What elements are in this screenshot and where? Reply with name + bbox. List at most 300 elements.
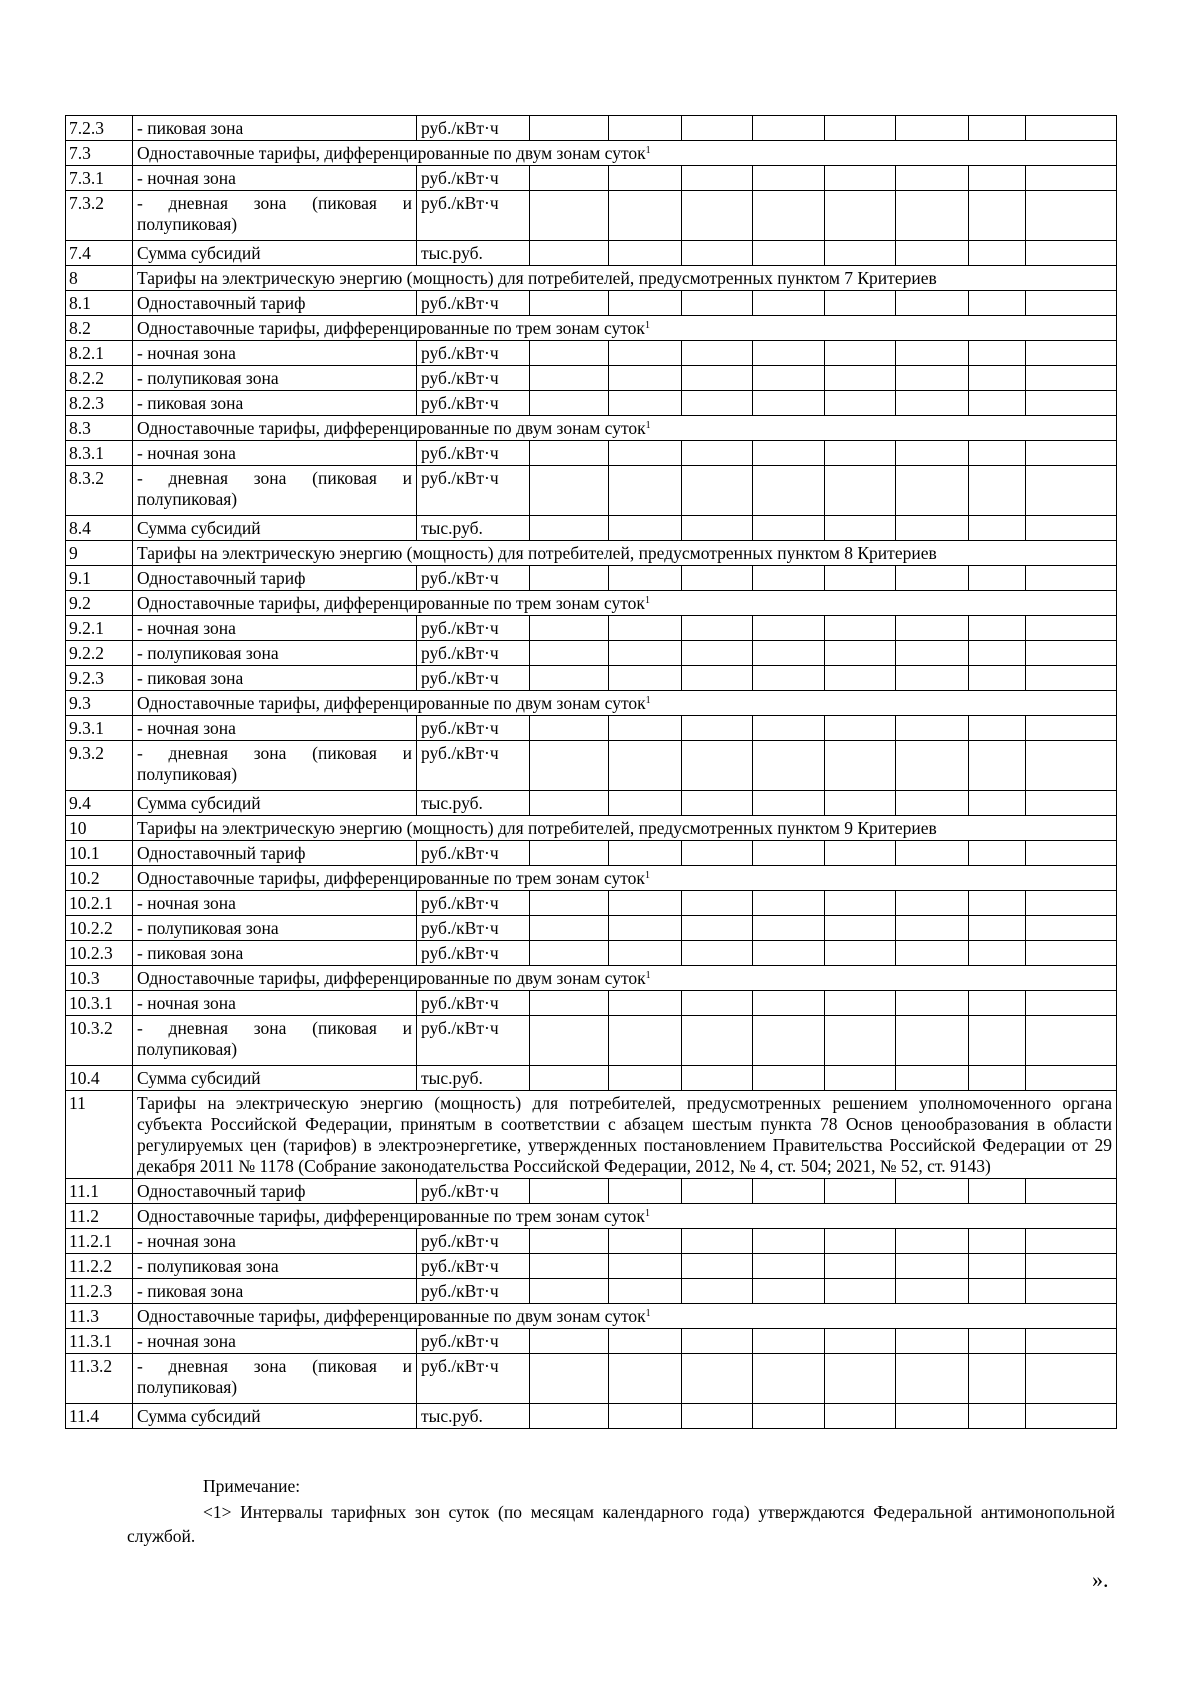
value-cell (753, 916, 825, 941)
row-label-cell: - пиковая зона (133, 116, 417, 141)
value-cell (825, 1354, 896, 1404)
group-title-cell (133, 866, 1117, 891)
value-cell (896, 391, 969, 416)
row-number-cell: 8.3 (66, 416, 133, 441)
value-cell (896, 291, 969, 316)
value-cell (969, 616, 1026, 641)
value-cell (530, 166, 609, 191)
value-cell (1026, 1354, 1117, 1404)
row-number-cell: 11.3 (66, 1304, 133, 1329)
value-cell (825, 166, 896, 191)
value-cell (1026, 341, 1117, 366)
value-cell (530, 466, 609, 516)
row-number-cell: 10.1 (66, 841, 133, 866)
value-cell (1026, 1229, 1117, 1254)
value-cell (682, 1404, 753, 1429)
value-cell (753, 841, 825, 866)
table-row (66, 141, 1117, 166)
value-cell (896, 716, 969, 741)
value-cell (896, 1279, 969, 1304)
table-row (66, 566, 1117, 591)
value-cell (969, 341, 1026, 366)
row-label-cell: - пиковая зона (133, 941, 417, 966)
value-cell (530, 1229, 609, 1254)
value-cell (530, 441, 609, 466)
row-label: Тарифы на электрическую энергию (мощность) для потребителей, предусмотренных пунктом 7 Критериев (137, 268, 937, 288)
value-cell (896, 366, 969, 391)
row-number-cell: 7.4 (66, 241, 133, 266)
value-cell (1026, 391, 1117, 416)
value-cell (609, 191, 682, 241)
unit-cell: тыс.руб. (417, 791, 530, 816)
row-label: Одноставочные тарифы, дифференцированные по двум зонам суток (137, 968, 646, 988)
value-cell (896, 641, 969, 666)
table-row (66, 1066, 1117, 1091)
value-cell (969, 441, 1026, 466)
value-cell (969, 666, 1026, 691)
value-cell (969, 1254, 1026, 1279)
row-label-cell: Сумма субсидий (133, 791, 417, 816)
row-label: Одноставочные тарифы, дифференцированные по двум зонам суток (137, 1306, 646, 1326)
value-cell (896, 1354, 969, 1404)
value-cell (753, 991, 825, 1016)
row-label-cell: - дневная зона (пиковая и полупиковая) (133, 466, 417, 516)
group-title-cell (133, 1304, 1117, 1329)
value-cell (753, 741, 825, 791)
table-row (66, 1179, 1117, 1204)
table-row (66, 666, 1117, 691)
row-label-cell: - пиковая зона (133, 1279, 417, 1304)
unit-cell: руб./кВт·ч (417, 941, 530, 966)
value-cell (753, 1354, 825, 1404)
value-cell (682, 741, 753, 791)
value-cell (530, 291, 609, 316)
note-text: <1> Интервалы тарифных зон суток (по месяцам календарного года) утверждаются Федеральной антимонопольной службой. (127, 1502, 1115, 1546)
row-number-cell: 9.2.3 (66, 666, 133, 691)
row-number-cell: 11.2.1 (66, 1229, 133, 1254)
value-cell (609, 1066, 682, 1091)
value-cell (609, 241, 682, 266)
section-title-cell (133, 541, 1117, 566)
row-number-cell: 10.2 (66, 866, 133, 891)
row-label: Тарифы на электрическую энергию (мощность) для потребителей, предусмотренных решением уполномоченного органа субъекта Российской Федерации, принятым в соответствии с абзацем шестым пункта 78 Основ ценообразования в области регулируемых цен (тарифов) в электроэнергетике, утвержденных постановлением Правительства Российской Федерации от 29 декабря 2011 № 1178 (Собрание законодательства Российской Федерации, 2012, № 4, ст. 504; 2021, № 52, ст. 9143) (137, 1093, 1112, 1176)
value-cell (825, 1016, 896, 1066)
row-number-cell: 10.3.2 (66, 1016, 133, 1066)
value-cell (825, 791, 896, 816)
value-cell (825, 191, 896, 241)
value-cell (753, 166, 825, 191)
value-cell (1026, 466, 1117, 516)
row-label-cell: - ночная зона (133, 441, 417, 466)
unit-cell: руб./кВт·ч (417, 666, 530, 691)
value-cell (682, 391, 753, 416)
unit-cell: руб./кВт·ч (417, 1279, 530, 1304)
value-cell (969, 116, 1026, 141)
value-cell (969, 241, 1026, 266)
row-label: Одноставочные тарифы, дифференцированные по трем зонам суток (137, 593, 645, 613)
unit-cell: руб./кВт·ч (417, 166, 530, 191)
value-cell (609, 941, 682, 966)
value-cell (969, 1066, 1026, 1091)
row-number-cell: 11.2.3 (66, 1279, 133, 1304)
note-block (127, 1474, 1115, 1548)
row-number-cell: 9.2.2 (66, 641, 133, 666)
value-cell (1026, 566, 1117, 591)
footnote-ref: 1 (644, 1208, 650, 1219)
value-cell (682, 1254, 753, 1279)
value-cell (530, 1066, 609, 1091)
value-cell (753, 1404, 825, 1429)
unit-cell: тыс.руб. (417, 516, 530, 541)
value-cell (969, 1404, 1026, 1429)
row-number-cell: 9.2.1 (66, 616, 133, 641)
table-row (66, 1091, 1117, 1179)
table-row (66, 591, 1117, 616)
value-cell (825, 441, 896, 466)
value-cell (1026, 1066, 1117, 1091)
value-cell (609, 841, 682, 866)
value-cell (1026, 166, 1117, 191)
value-cell (530, 516, 609, 541)
row-label-cell: - дневная зона (пиковая и полупиковая) (133, 1016, 417, 1066)
value-cell (896, 616, 969, 641)
value-cell (682, 566, 753, 591)
table-row (66, 1229, 1117, 1254)
value-cell (753, 616, 825, 641)
table-row (66, 916, 1117, 941)
value-cell (609, 1229, 682, 1254)
unit-cell: руб./кВт·ч (417, 841, 530, 866)
value-cell (1026, 1016, 1117, 1066)
value-cell (969, 391, 1026, 416)
value-cell (530, 1016, 609, 1066)
value-cell (682, 166, 753, 191)
value-cell (969, 791, 1026, 816)
value-cell (609, 441, 682, 466)
value-cell (896, 791, 969, 816)
row-label-cell: - дневная зона (пиковая и полупиковая) (133, 741, 417, 791)
row-number-cell: 11 (66, 1091, 133, 1179)
unit-cell: руб./кВт·ч (417, 366, 530, 391)
row-number-cell: 10.3.1 (66, 991, 133, 1016)
row-label-cell: - полупиковая зона (133, 916, 417, 941)
table-row (66, 516, 1117, 541)
value-cell (896, 116, 969, 141)
value-cell (753, 716, 825, 741)
footnote-ref: 1 (645, 1308, 651, 1319)
value-cell (969, 641, 1026, 666)
table-row (66, 116, 1117, 141)
table-row (66, 791, 1117, 816)
table-row (66, 1329, 1117, 1354)
value-cell (825, 666, 896, 691)
value-cell (682, 1279, 753, 1304)
value-cell (969, 841, 1026, 866)
value-cell (1026, 116, 1117, 141)
value-cell (896, 991, 969, 1016)
row-number-cell: 11.3.2 (66, 1354, 133, 1404)
table-row (66, 466, 1117, 516)
table-row (66, 266, 1117, 291)
row-label: Одноставочные тарифы, дифференцированные по трем зонам суток (137, 1206, 645, 1226)
table-row (66, 1279, 1117, 1304)
value-cell (609, 641, 682, 666)
value-cell (896, 441, 969, 466)
row-number-cell: 8.3.2 (66, 466, 133, 516)
value-cell (530, 391, 609, 416)
row-number-cell: 7.3 (66, 141, 133, 166)
table-row (66, 991, 1117, 1016)
value-cell (530, 1404, 609, 1429)
row-number-cell: 8 (66, 266, 133, 291)
footnote-ref: 1 (644, 320, 650, 331)
value-cell (530, 341, 609, 366)
row-label: Одноставочные тарифы, дифференцированные по двум зонам суток (137, 693, 646, 713)
value-cell (530, 616, 609, 641)
row-number-cell: 8.4 (66, 516, 133, 541)
value-cell (609, 116, 682, 141)
value-cell (825, 716, 896, 741)
group-title-cell (133, 316, 1117, 341)
value-cell (609, 466, 682, 516)
table-row (66, 366, 1117, 391)
value-cell (896, 1404, 969, 1429)
row-number-cell: 8.2 (66, 316, 133, 341)
value-cell (1026, 1404, 1117, 1429)
value-cell (609, 1254, 682, 1279)
value-cell (825, 1329, 896, 1354)
table-row (66, 841, 1117, 866)
row-number-cell: 7.3.2 (66, 191, 133, 241)
unit-cell: руб./кВт·ч (417, 641, 530, 666)
value-cell (753, 241, 825, 266)
value-cell (969, 566, 1026, 591)
value-cell (609, 341, 682, 366)
unit-cell: руб./кВт·ч (417, 616, 530, 641)
footnote-ref: 1 (645, 420, 651, 431)
row-number-cell: 9.2 (66, 591, 133, 616)
value-cell (969, 1354, 1026, 1404)
unit-cell: руб./кВт·ч (417, 1354, 530, 1404)
value-cell (530, 1279, 609, 1304)
value-cell (896, 1229, 969, 1254)
footnote-ref: 1 (645, 145, 651, 156)
value-cell (896, 666, 969, 691)
value-cell (753, 1279, 825, 1304)
value-cell (896, 891, 969, 916)
value-cell (753, 116, 825, 141)
value-cell (609, 566, 682, 591)
value-cell (969, 516, 1026, 541)
table-row (66, 616, 1117, 641)
value-cell (753, 191, 825, 241)
value-cell (825, 1254, 896, 1279)
table-row (66, 966, 1117, 991)
value-cell (825, 841, 896, 866)
value-cell (753, 516, 825, 541)
value-cell (896, 741, 969, 791)
value-cell (969, 166, 1026, 191)
table-row (66, 416, 1117, 441)
row-number-cell: 11.4 (66, 1404, 133, 1429)
value-cell (969, 991, 1026, 1016)
value-cell (753, 1066, 825, 1091)
value-cell (1026, 891, 1117, 916)
value-cell (530, 191, 609, 241)
row-number-cell: 8.2.3 (66, 391, 133, 416)
value-cell (682, 941, 753, 966)
value-cell (682, 241, 753, 266)
note-heading: Примечание: (203, 1476, 301, 1496)
value-cell (530, 741, 609, 791)
table-row (66, 191, 1117, 241)
table-row (66, 641, 1117, 666)
value-cell (825, 116, 896, 141)
value-cell (682, 516, 753, 541)
table-row (66, 1404, 1117, 1429)
value-cell (825, 516, 896, 541)
row-label-cell: - ночная зона (133, 716, 417, 741)
group-title-cell (133, 966, 1117, 991)
value-cell (753, 341, 825, 366)
value-cell (609, 166, 682, 191)
row-label: Одноставочные тарифы, дифференцированные по двум зонам суток (137, 418, 646, 438)
value-cell (825, 991, 896, 1016)
value-cell (530, 1329, 609, 1354)
row-label-cell: - ночная зона (133, 891, 417, 916)
table-row (66, 441, 1117, 466)
value-cell (825, 941, 896, 966)
value-cell (896, 1329, 969, 1354)
row-label-cell: - полупиковая зона (133, 1254, 417, 1279)
value-cell (753, 666, 825, 691)
value-cell (753, 941, 825, 966)
table-row (66, 691, 1117, 716)
value-cell (1026, 191, 1117, 241)
value-cell (825, 341, 896, 366)
value-cell (896, 941, 969, 966)
unit-cell: тыс.руб. (417, 241, 530, 266)
row-label-cell: - полупиковая зона (133, 641, 417, 666)
value-cell (825, 891, 896, 916)
value-cell (896, 166, 969, 191)
group-title-cell (133, 691, 1117, 716)
row-label: Одноставочные тарифы, дифференцированные по трем зонам суток (137, 868, 645, 888)
table-row (66, 1304, 1117, 1329)
value-cell (896, 1016, 969, 1066)
closing-quote-mark: ». (1092, 1567, 1109, 1592)
value-cell (682, 1179, 753, 1204)
row-label-cell: Одноставочный тариф (133, 291, 417, 316)
value-cell (682, 341, 753, 366)
value-cell (969, 1016, 1026, 1066)
value-cell (609, 391, 682, 416)
value-cell (753, 566, 825, 591)
value-cell (825, 916, 896, 941)
unit-cell: руб./кВт·ч (417, 566, 530, 591)
value-cell (1026, 641, 1117, 666)
row-label-cell: Одноставочный тариф (133, 1179, 417, 1204)
unit-cell: руб./кВт·ч (417, 1254, 530, 1279)
table-row (66, 391, 1117, 416)
value-cell (969, 1229, 1026, 1254)
value-cell (969, 466, 1026, 516)
value-cell (682, 441, 753, 466)
unit-cell: руб./кВт·ч (417, 391, 530, 416)
value-cell (753, 291, 825, 316)
row-number-cell: 10.3 (66, 966, 133, 991)
value-cell (530, 566, 609, 591)
value-cell (825, 1229, 896, 1254)
value-cell (896, 241, 969, 266)
value-cell (682, 641, 753, 666)
value-cell (530, 916, 609, 941)
unit-cell: руб./кВт·ч (417, 741, 530, 791)
value-cell (969, 741, 1026, 791)
value-cell (969, 1329, 1026, 1354)
row-number-cell: 9.3.1 (66, 716, 133, 741)
value-cell (1026, 1179, 1117, 1204)
row-number-cell: 9.1 (66, 566, 133, 591)
table-row (66, 716, 1117, 741)
value-cell (753, 1329, 825, 1354)
value-cell (753, 791, 825, 816)
value-cell (1026, 791, 1117, 816)
value-cell (969, 1179, 1026, 1204)
value-cell (825, 616, 896, 641)
value-cell (753, 641, 825, 666)
row-label-cell: Одноставочный тариф (133, 841, 417, 866)
value-cell (1026, 991, 1117, 1016)
value-cell (753, 391, 825, 416)
row-label: Одноставочные тарифы, дифференцированные по трем зонам суток (137, 318, 645, 338)
row-label-cell: Сумма субсидий (133, 1404, 417, 1429)
value-cell (825, 291, 896, 316)
value-cell (682, 666, 753, 691)
value-cell (896, 341, 969, 366)
value-cell (609, 666, 682, 691)
row-label-cell: - ночная зона (133, 341, 417, 366)
unit-cell: руб./кВт·ч (417, 991, 530, 1016)
value-cell (753, 1179, 825, 1204)
group-title-cell (133, 416, 1117, 441)
unit-cell: тыс.руб. (417, 1404, 530, 1429)
value-cell (969, 291, 1026, 316)
value-cell (682, 1329, 753, 1354)
value-cell (1026, 366, 1117, 391)
value-cell (969, 191, 1026, 241)
row-number-cell: 10.2.3 (66, 941, 133, 966)
value-cell (609, 1016, 682, 1066)
table-row (66, 941, 1117, 966)
row-label: Тарифы на электрическую энергию (мощность) для потребителей, предусмотренных пунктом 9 Критериев (137, 818, 937, 838)
value-cell (682, 1016, 753, 1066)
value-cell (682, 1354, 753, 1404)
unit-cell: руб./кВт·ч (417, 466, 530, 516)
value-cell (682, 366, 753, 391)
unit-cell: руб./кВт·ч (417, 1179, 530, 1204)
table-row (66, 166, 1117, 191)
value-cell (1026, 616, 1117, 641)
row-label-cell: - пиковая зона (133, 391, 417, 416)
section-title-cell (133, 1091, 1117, 1179)
footnote-ref: 1 (645, 970, 651, 981)
value-cell (825, 741, 896, 791)
row-number-cell: 9.3 (66, 691, 133, 716)
value-cell (825, 1179, 896, 1204)
table-row (66, 1354, 1117, 1404)
table-row (66, 541, 1117, 566)
